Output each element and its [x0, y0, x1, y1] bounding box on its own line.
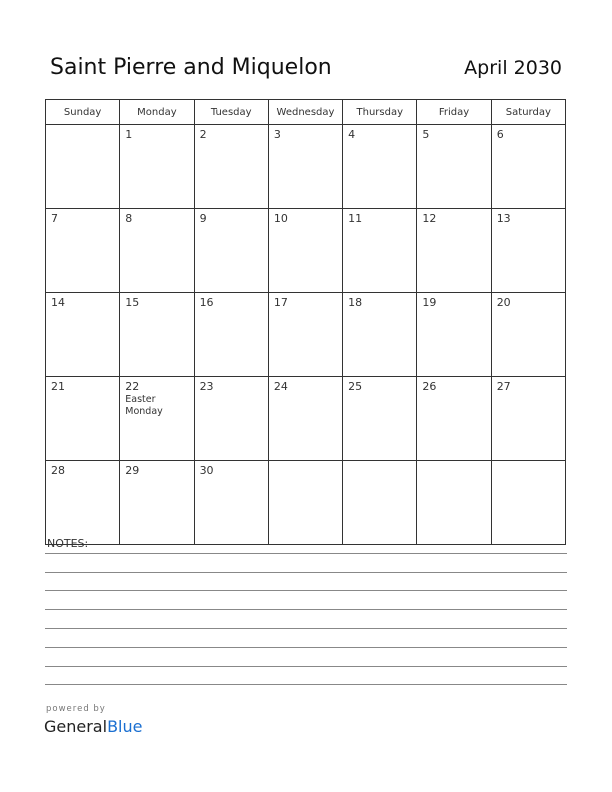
day-cell: [46, 125, 120, 209]
day-number: 15: [125, 296, 140, 309]
day-number: 21: [51, 380, 65, 393]
day-cell: [46, 461, 120, 545]
week-row: [46, 125, 566, 209]
day-cell: [417, 293, 491, 377]
day-cell: [268, 209, 342, 293]
notes-line: [45, 590, 567, 591]
day-cell: [343, 125, 417, 209]
day-cell: [343, 461, 417, 545]
notes-line: [45, 553, 567, 554]
day-cell: [194, 209, 268, 293]
day-cell: [268, 293, 342, 377]
month-label: April 2030: [464, 57, 562, 79]
day-cell: [343, 377, 417, 461]
day-cell: [268, 377, 342, 461]
day-cell: [46, 377, 120, 461]
notes-line: [45, 647, 567, 648]
day-cell: [343, 209, 417, 293]
notes-line: [45, 572, 567, 573]
day-number: 24: [273, 380, 288, 393]
day-cell: [268, 125, 342, 209]
day-number: 12: [422, 212, 437, 225]
weekday-thursday: Thursday: [343, 100, 417, 125]
day-cell: [343, 293, 417, 377]
day-cell: [46, 209, 120, 293]
day-cell: [120, 377, 194, 461]
week-row: [46, 209, 566, 293]
day-number: 20: [496, 296, 511, 309]
day-cell: [120, 125, 194, 209]
day-number: 14: [51, 296, 65, 309]
week-row: [46, 461, 566, 545]
holiday-label: Easter Monday: [125, 394, 163, 417]
day-number: 27: [496, 380, 511, 393]
day-cell: [194, 377, 268, 461]
day-number: 7: [51, 212, 58, 225]
weekday-monday: Monday: [120, 100, 194, 125]
day-number: 25: [348, 380, 363, 393]
day-cell: [194, 461, 268, 545]
day-number: 5: [422, 128, 430, 141]
day-number: 1: [125, 128, 133, 141]
brand-logo: [44, 717, 142, 736]
day-cell: [417, 209, 491, 293]
brand-main-text: General: [44, 717, 108, 736]
notes-line: [45, 628, 567, 629]
day-number: 8: [125, 212, 133, 225]
day-number: 10: [273, 212, 288, 225]
day-cell: [268, 461, 342, 545]
day-number: 28: [51, 464, 65, 477]
day-cell: [491, 293, 565, 377]
weekday-tuesday: Tuesday: [194, 100, 268, 125]
day-number: 4: [348, 128, 356, 141]
day-cell: [120, 209, 194, 293]
day-number: 11: [348, 212, 363, 225]
day-number: 22: [125, 380, 140, 393]
day-number: 9: [199, 212, 207, 225]
day-number: 30: [199, 464, 214, 477]
day-number: 16: [199, 296, 214, 309]
notes-line: [45, 684, 567, 685]
day-number: 2: [199, 128, 207, 141]
day-number: 26: [422, 380, 437, 393]
weekday-friday: Friday: [417, 100, 491, 125]
day-cell: [417, 461, 491, 545]
day-number: 13: [496, 212, 511, 225]
day-cell: [120, 461, 194, 545]
day-cell: [194, 125, 268, 209]
weekday-wednesday: Wednesday: [268, 100, 342, 125]
day-number: 23: [199, 380, 214, 393]
day-number: 3: [273, 128, 281, 141]
day-number: 18: [348, 296, 363, 309]
day-cell: [417, 377, 491, 461]
weekday-saturday: Saturday: [491, 100, 565, 125]
day-number: 17: [273, 296, 288, 309]
powered-by-text: powered by: [46, 704, 106, 714]
notes-line: [45, 666, 567, 667]
page-title: Saint Pierre and Miquelon: [50, 55, 332, 80]
day-cell: [120, 293, 194, 377]
day-number: 6: [496, 128, 504, 141]
day-cell: [491, 209, 565, 293]
day-cell: [46, 293, 120, 377]
weekday-header-row: [46, 100, 566, 125]
notes-line: [45, 609, 567, 610]
day-number: 19: [422, 296, 437, 309]
calendar-grid: [45, 99, 566, 545]
week-row: [46, 377, 566, 461]
day-cell: [417, 125, 491, 209]
day-number: 29: [125, 464, 140, 477]
day-cell: [491, 125, 565, 209]
week-row: [46, 293, 566, 377]
notes-label: NOTES:: [47, 537, 89, 550]
brand-accent-text: Blue: [107, 717, 143, 736]
day-cell: [491, 377, 565, 461]
day-cell: [194, 293, 268, 377]
day-cell: [491, 461, 565, 545]
weekday-sunday: Sunday: [46, 100, 120, 125]
